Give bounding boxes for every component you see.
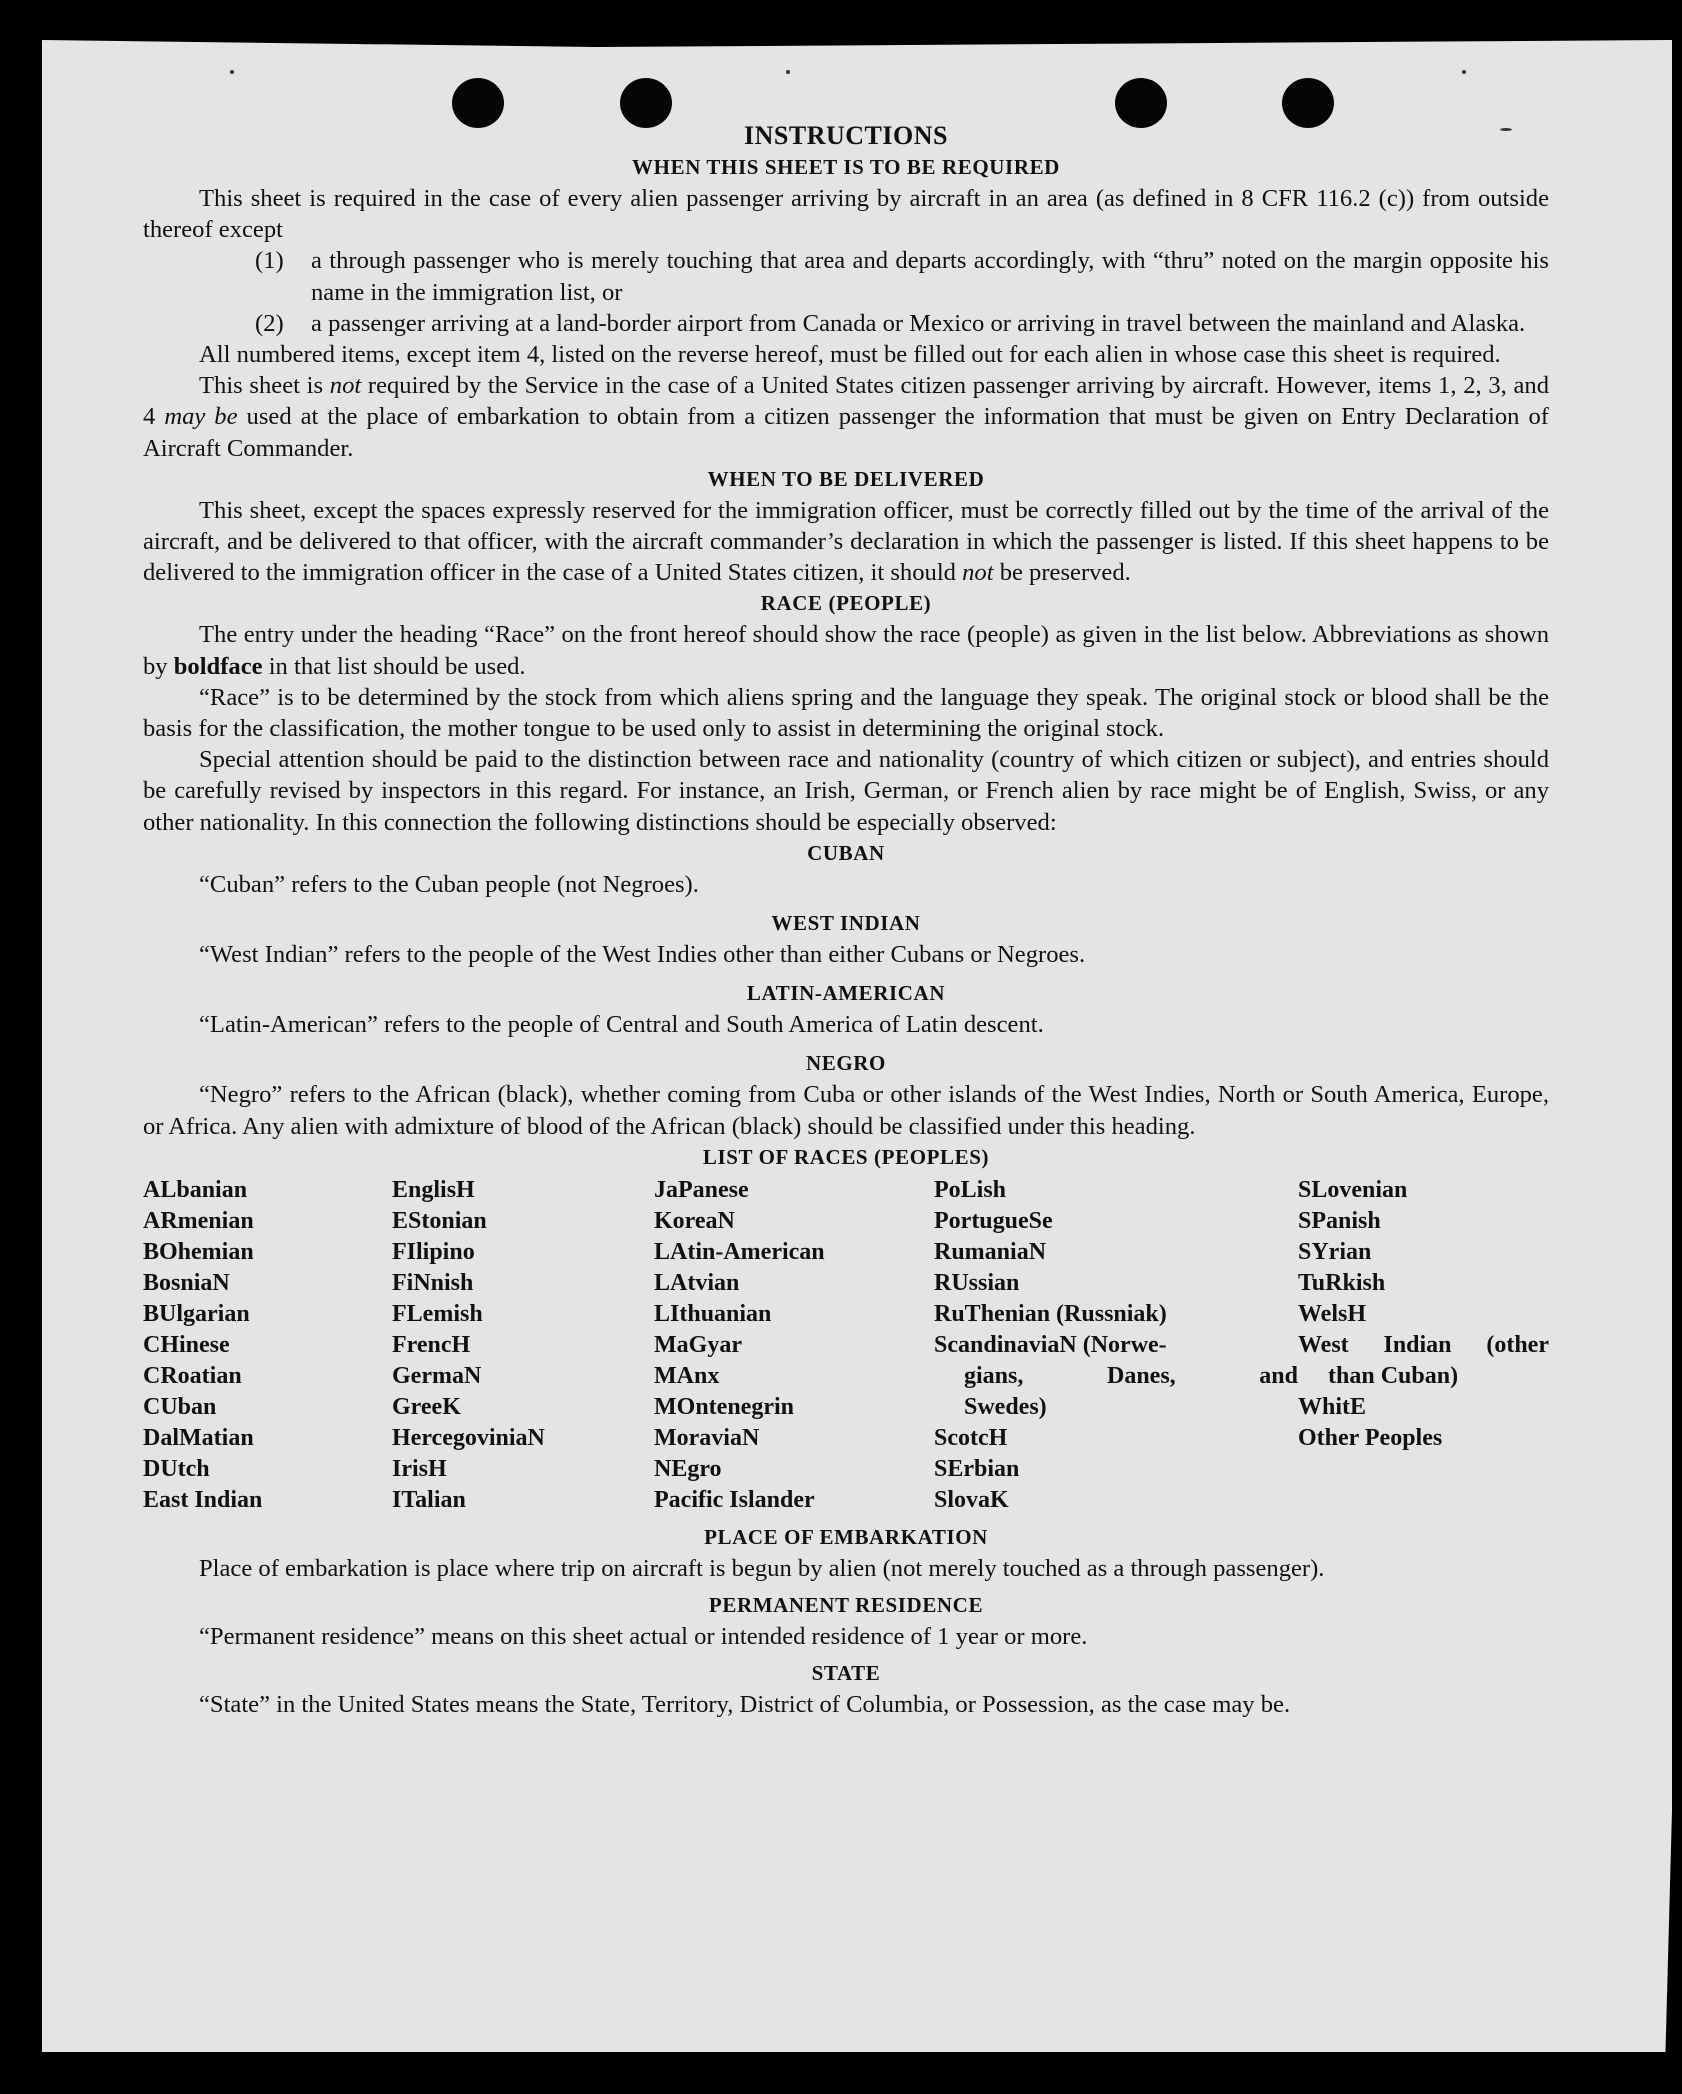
race-item: LAtvian: [654, 1269, 740, 1296]
race-item: PortugueSe: [934, 1207, 1053, 1234]
race-item: EStonian: [392, 1207, 487, 1234]
race-item: RumaniaN: [934, 1238, 1047, 1265]
paragraph: “Cuban” refers to the Cuban people (not Negroes).: [199, 870, 699, 898]
section-heading-race: RACE (PEOPLE): [760, 591, 932, 616]
race-item: LAtin-American: [654, 1238, 825, 1265]
paragraph: “Latin-American” refers to the people of Central and South America of Latin descent.: [199, 1011, 1044, 1039]
italic-text: not: [962, 559, 994, 587]
race-item: PoLish: [934, 1176, 1007, 1203]
section-heading-latin-american: LATIN-AMERICAN: [746, 981, 946, 1006]
paragraph: [143, 495, 1549, 589]
race-item: CRoatian: [143, 1362, 242, 1389]
paragraph: Place of embarkation is place where trip on aircraft is begun by alien (not merely touched as a through passenger).: [199, 1554, 1325, 1582]
race-item: FiNnish: [392, 1269, 474, 1296]
item-number: (2): [255, 309, 284, 337]
race-item: West Indian (other: [1298, 1331, 1549, 1358]
italic-text: not: [329, 372, 362, 400]
race-column: [143, 1175, 392, 1516]
text-run: The entry under the heading “Race” on the front hereof should show the race (people) as given in the list below. Abbreviations as shown by: [143, 621, 1549, 680]
race-item: gians, Danes, and: [964, 1362, 1298, 1389]
race-item: ITalian: [392, 1486, 466, 1513]
paragraph: All numbered items, except item 4, listed on the reverse hereof, must be filled out for each alien in whose case this sheet is required.: [199, 341, 1501, 369]
text-run: This sheet is: [199, 372, 330, 400]
paragraph: “West Indian” refers to the people of the West Indies other than either Cubans or Negroes.: [199, 941, 1086, 969]
race-column: [654, 1175, 934, 1516]
text-run: used at the place of embarkation to obtain from a citizen passenger the information that must be given on Entry Declaration of Aircraft Commander.: [143, 403, 1549, 462]
section-heading-cuban: CUBAN: [807, 840, 885, 865]
race-item: MaGyar: [654, 1331, 742, 1358]
race-item: NEgro: [654, 1455, 722, 1482]
race-item: Swedes): [964, 1393, 1047, 1420]
race-item: IrisH: [392, 1455, 447, 1482]
race-item: FLemish: [392, 1300, 483, 1327]
race-item: MAnx: [654, 1362, 720, 1389]
section-heading-list-of-races: LIST OF RACES (PEOPLES): [702, 1144, 990, 1169]
race-item: WhitE: [1298, 1393, 1367, 1420]
instructions-content: [143, 120, 1549, 1720]
item-text: a passenger arriving at a land-border airport from Canada or Mexico or arriving in travel between the mainland and Alaska.: [311, 309, 1526, 337]
paragraph: Special attention should be paid to the distinction between race and nationality (country of which citizen or subject), and entries should be carefully revised by inspectors in this regard. For instance, an Irish, German, or French alien by race might be of English, Swiss, or any other nationality. In this connection the following distinctions should be especially observed:: [143, 746, 1549, 836]
race-item: BosniaN: [143, 1269, 230, 1296]
race-item: CHinese: [143, 1331, 230, 1358]
section-heading-embarkation: PLACE OF EMBARKATION: [704, 1524, 988, 1549]
race-column: [392, 1175, 654, 1516]
race-item: DUtch: [143, 1455, 210, 1482]
race-item: ARmenian: [143, 1207, 254, 1234]
speck: [230, 70, 234, 74]
race-item: JaPanese: [654, 1176, 749, 1203]
race-item: SlovaK: [934, 1486, 1009, 1513]
race-column: [1298, 1175, 1549, 1516]
text-run: required by the Service in the case of a United States citizen passenger arriving by aircraft. However, items 1, 2, 3, and 4: [143, 372, 1550, 431]
race-item: BOhemian: [143, 1238, 254, 1265]
item-number: (1): [255, 247, 284, 275]
speck: [1462, 70, 1466, 74]
race-item: Other Peoples: [1298, 1424, 1443, 1451]
race-item: EnglisH: [392, 1176, 475, 1203]
race-item: SLovenian: [1298, 1176, 1408, 1203]
race-item: MOntenegrin: [654, 1393, 794, 1420]
race-item: BUlgarian: [143, 1300, 250, 1327]
race-item: FrencH: [392, 1331, 471, 1358]
race-item: ScandinaviaN (Norwe-: [934, 1331, 1167, 1358]
race-item: than Cuban): [1328, 1362, 1459, 1389]
race-item: CUban: [143, 1393, 217, 1420]
race-item: SPanish: [1298, 1207, 1381, 1234]
exception-item: [143, 308, 1549, 339]
race-item: ScotcH: [934, 1424, 1008, 1451]
section-heading-residence: PERMANENT RESIDENCE: [708, 1593, 984, 1618]
race-item: GreeK: [392, 1393, 461, 1420]
race-list: [143, 1175, 1549, 1516]
race-item: East Indian: [143, 1486, 263, 1513]
section-heading-when-required: WHEN THIS SHEET IS TO BE REQUIRED: [632, 155, 1060, 179]
exception-item: [143, 245, 1549, 307]
race-item: Pacific Islander: [654, 1486, 815, 1513]
race-item: KoreaN: [654, 1207, 735, 1234]
race-item: MoraviaN: [654, 1424, 760, 1451]
text-run: in that list should be used.: [262, 652, 526, 680]
paragraph: “Negro” refers to the African (black), whether coming from Cuba or other islands of the West Indies, North or South America, Europe, or Africa. Any alien with admixture of blood of the African (black) should be classified under this heading.: [143, 1081, 1549, 1140]
text-run: This sheet, except the spaces expressly reserved for the immigration officer, must be correctly filled out by the time of the arrival of the aircraft, and be delivered to that officer, with the aircraft commander’s declaration in which the passenger is listed. If this sheet happens to be delivered to the immigration officer in the case of a United States citizen, it should: [143, 496, 1549, 587]
paragraph: “Permanent residence” means on this sheet actual or intended residence of 1 year or more.: [199, 1623, 1088, 1651]
section-heading-west-indian: WEST INDIAN: [771, 911, 921, 936]
item-text: a through passenger who is merely touching that area and departs accordingly, with “thru” noted on the margin opposite his name in the immigration list, or: [311, 247, 1549, 306]
race-item: SYrian: [1298, 1238, 1372, 1265]
race-item: DalMatian: [143, 1424, 254, 1451]
race-item: WelsH: [1298, 1300, 1367, 1327]
race-item: LIthuanian: [654, 1300, 772, 1327]
race-item: SErbian: [934, 1455, 1020, 1482]
race-item: TuRkish: [1298, 1269, 1386, 1296]
paragraph: [143, 370, 1549, 464]
race-item: ALbanian: [143, 1176, 248, 1203]
bold-text: boldface: [173, 652, 263, 680]
speck: [786, 70, 790, 74]
race-item: HercegoviniaN: [392, 1424, 545, 1451]
race-item: RUssian: [934, 1269, 1020, 1296]
race-column: [934, 1175, 1298, 1516]
race-item: RuThenian (Russniak): [934, 1300, 1167, 1327]
text-run: be preserved.: [993, 559, 1131, 587]
paragraph: This sheet is required in the case of every alien passenger arriving by aircraft in an area (as defined in 8 CFR 116.2 (c)) from outside thereof except: [143, 185, 1549, 244]
paragraph: “State” in the United States means the State, Territory, District of Columbia, or Possession, as the case may be.: [199, 1691, 1291, 1719]
race-item: GermaN: [392, 1362, 482, 1389]
race-item: FIlipino: [392, 1238, 475, 1265]
page-title: INSTRUCTIONS: [744, 121, 948, 150]
italic-text: may be: [164, 403, 238, 431]
paragraph: [143, 619, 1549, 681]
section-heading-state: STATE: [811, 1661, 881, 1686]
paragraph: “Race” is to be determined by the stock from which aliens spring and the language they speak. The original stock or blood shall be the basis for the classification, the mother tongue to be used only to assist in determining the original stock.: [143, 683, 1549, 743]
section-heading-when-delivered: WHEN TO BE DELIVERED: [707, 466, 985, 491]
section-heading-negro: NEGRO: [805, 1051, 886, 1076]
